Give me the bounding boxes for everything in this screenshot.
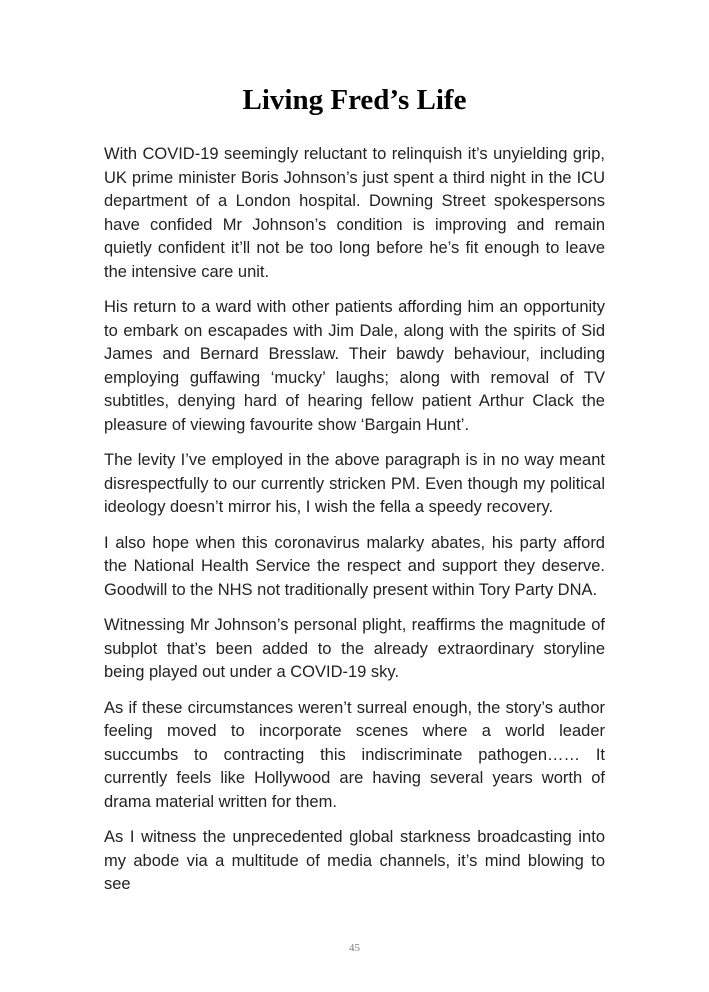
paragraph: With COVID-19 seemingly reluctant to relinquish it’s unyielding grip, UK prime minister Boris Johnson’s just spent a third night in the ICU department of a London hospital. Downing Street spokespersons have confided Mr Johnson’s condition is improving and remain quietly confident it’ll not be too long before he’s fit enough to leave the intensive care unit.: [104, 145, 605, 281]
paragraph: Witnessing Mr Johnson’s personal plight, reaffirms the magnitude of subplot that’s been added to the already extraordinary storyline being played out under a COVID-19 sky.: [104, 616, 605, 681]
paragraph: As I witness the unprecedented global starkness broadcasting into my abode via a multitude of media channels, it’s mind blowing to see: [104, 828, 605, 893]
paragraph: His return to a ward with other patients affording him an opportunity to embark on escapades with Jim Dale, along with the spirits of Sid James and Bernard Bresslaw. Their bawdy behaviour, including employing guffawing ‘mucky’ laughs; along with removal of TV subtitles, denying hard of hearing fellow patient Arthur Clack the pleasure of viewing favourite show ‘Bargain Hunt’.: [104, 298, 605, 434]
chapter-title: Living Fred’s Life: [242, 84, 467, 116]
paragraph: I also hope when this coronavirus malarky abates, his party afford the National Health Service the respect and support they deserve. Goodwill to the NHS not traditionally present within Tory Party DNA.: [104, 533, 605, 599]
page-number: 45: [349, 942, 360, 954]
body-text: [104, 143, 605, 909]
paragraph: As if these circumstances weren’t surreal enough, the story’s author feeling moved to incorporate scenes where a world leader succumbs to contracting this indiscriminate pathogen…… It currently feels like Hollywood are having several years worth of drama material written for them.: [104, 698, 605, 811]
paragraph: The levity I’ve employed in the above paragraph is in no way meant disrespectfully to our currently stricken PM. Even though my political ideology doesn’t mirror his, I wish the fella a speedy recovery.: [104, 451, 605, 516]
